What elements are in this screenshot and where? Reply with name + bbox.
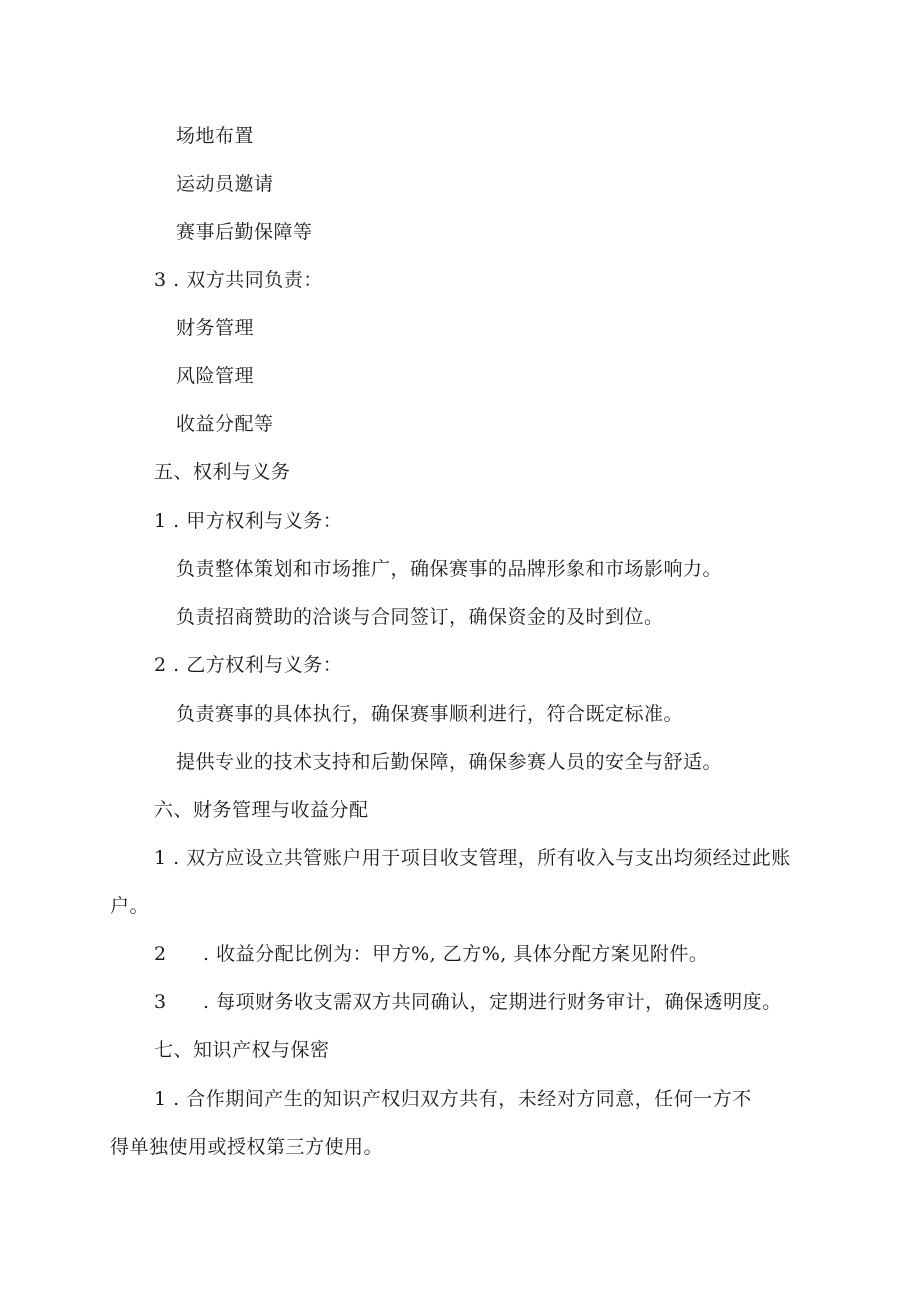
list-item-venue: 场地布置 — [176, 125, 255, 147]
section-7-1-line-2: 得单独使用或授权第三方使用。 — [110, 1136, 384, 1158]
section-7-1-line-1: 1 . 合作期间产生的知识产权归双方共有，未经对方同意，任何一方不 — [154, 1088, 752, 1110]
section-5-2-heading: 2 . 乙方权利与义务： — [154, 654, 343, 676]
section-7-title: 七、知识产权与保密 — [154, 1039, 330, 1061]
section-6-3-text: . 每项财务收支需双方共同确认，定期进行财务审计，确保透明度。 — [203, 991, 782, 1013]
section-5-1-item-b: 负责招商赞助的洽谈与合同签订，确保资金的及时到位。 — [176, 606, 664, 628]
section-5-2-item-a: 负责赛事的具体执行，确保赛事顺利进行，符合既定标准。 — [176, 703, 684, 725]
section-6-3-number: 3 — [154, 991, 167, 1013]
section-5-title: 五、权利与义务 — [154, 461, 291, 483]
section-6-2-text: . 收益分配比例为：甲方%, 乙方%, 具体分配方案见附件。 — [203, 943, 709, 965]
section-6-1-line-1: 1 . 双方应设立共管账户用于项目收支管理，所有收入与支出均须经过此账 — [154, 847, 791, 869]
list-item-logistics: 赛事后勤保障等 — [176, 221, 313, 243]
joint-responsibility-heading: 3 . 双方共同负责： — [154, 269, 323, 291]
list-item-finance: 财务管理 — [176, 317, 255, 339]
section-5-2-item-b: 提供专业的技术支持和后勤保障，确保参赛人员的安全与舒适。 — [176, 751, 723, 773]
section-6-1-line-2: 户。 — [110, 895, 150, 917]
section-6-title: 六、财务管理与收益分配 — [154, 799, 369, 821]
list-item-risk: 风险管理 — [176, 365, 255, 387]
list-item-revenue: 收益分配等 — [176, 413, 274, 435]
section-6-2-number: 2 — [154, 943, 167, 965]
list-item-athletes: 运动员邀请 — [176, 173, 274, 195]
section-5-1-heading: 1 . 甲方权利与义务： — [154, 510, 343, 532]
section-5-1-item-a: 负责整体策划和市场推广，确保赛事的品牌形象和市场影响力。 — [176, 558, 723, 580]
